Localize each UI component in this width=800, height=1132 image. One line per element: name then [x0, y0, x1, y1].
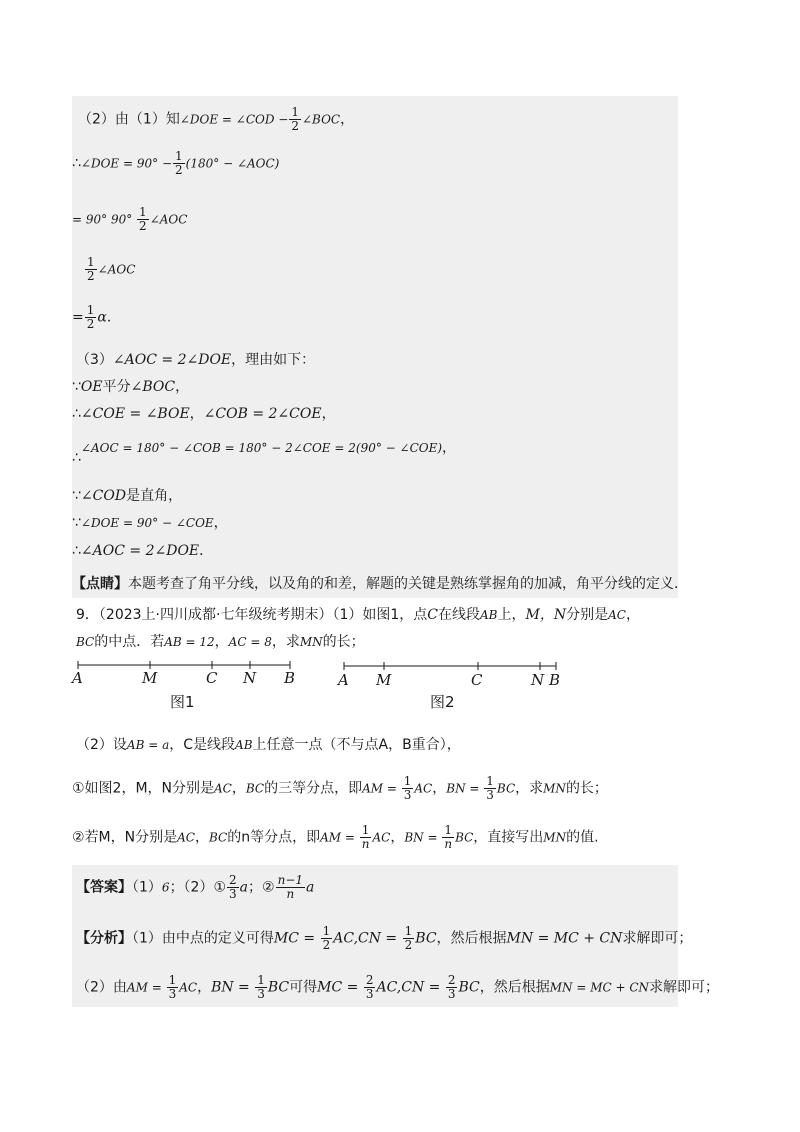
part2-line1: （2）由（1）知∠DOE = ∠COD − $\frac{1}{2}$ ∠BOC，: [78, 105, 355, 133]
comment-line: 【点睛】本题考查了角平分线，以及角的和差，解题的关键是熟练掌握角的加减，角平分线的定义．: [72, 576, 688, 592]
figure-1-segment: [78, 661, 290, 669]
q9-part2-line: （2）设AB = a，C是线段AB上任意一点（不与点A，B重合），: [76, 737, 461, 753]
answer-line: 【答案】（1）6；（2）① $\frac{2}{3}$ a；② $\frac{n-1}{n}$ a: [76, 873, 315, 901]
q9-line2: BC的中点．若AB = 12，AC = 8，求MN的长；: [76, 634, 365, 650]
fig2-label-m: M: [376, 671, 392, 689]
part2-line3: = 90° 90° $\frac{1}{2}$ ∠AOC: [72, 205, 188, 233]
fig1-caption: 图1: [170, 693, 195, 711]
part3-line1: （3）∠AOC = 2∠DOE，理由如下：: [76, 352, 316, 368]
part3-line2: ∵OE平分∠BOC，: [72, 379, 190, 395]
part3-line5: ∵∠COD是直角，: [72, 488, 183, 504]
part3-line4: ∴∠AOC = 180° − ∠COB = 180° − 2∠COE = 2(90° − ∠COE)，: [72, 440, 457, 466]
fig2-label-a: A: [338, 671, 349, 689]
analysis-line1: 【分析】（1）由中点的定义可得MC = $\frac{1}{2}$ AC,CN = $\frac{1}{2}$ BC，然后根据MN = MC + CN求解即可；: [76, 924, 693, 952]
part3-line6: ∵∠DOE = 90° − ∠COE，: [72, 515, 228, 531]
fig1-label-b: B: [284, 669, 296, 687]
part2-line5: = $\frac{1}{2}$ α．: [72, 303, 121, 331]
fig2-caption: 图2: [430, 693, 455, 711]
figure-2-segment: [344, 662, 556, 670]
q9-sub2-line: ②若M，N分别是AC，BC的n等分点，即AM = $\frac{1}{n}$ AC，BN = $\frac{1}{n}$ BC，直接写出MN的值.: [72, 823, 599, 851]
part2-line2: ∴∠DOE = 90° − $\frac{1}{2}$ (180° − ∠AOC): [72, 149, 280, 177]
fig1-label-m: M: [142, 669, 158, 687]
fig2-label-c: C: [471, 671, 483, 689]
part3-line3: ∴∠COE = ∠BOE，∠COB = 2∠COE，: [72, 406, 336, 422]
fig1-label-c: C: [206, 669, 218, 687]
q9-line1: 9．（2023上·四川成都·七年级统考期末）（1）如图1，点C在线段AB上，M，N分别是AC，: [76, 607, 640, 623]
fig1-label-a: A: [72, 669, 83, 687]
fig2-label-n: N: [531, 671, 545, 689]
fig2-label-b: B: [549, 671, 561, 689]
part3-line7: ∴∠AOC = 2∠DOE．: [72, 543, 214, 559]
part2-line4: $\frac{1}{2}$ ∠AOC: [87, 255, 136, 283]
q9-sub1-line: ①如图2，M，N分别是AC，BC的三等分点，即AM = $\frac{1}{3}$ AC，BN = $\frac{1}{3}$ BC，求MN的长；: [72, 774, 608, 802]
analysis-line2: （2）由AM = $\frac{1}{3}$ AC，BN = $\frac{1}{3}$ BC可得MC = $\frac{2}{3}$ AC,CN = $\frac{2}{3}$ BC，然后根据MN = MC + CN求解即可；: [76, 973, 720, 1001]
fig1-label-n: N: [243, 669, 257, 687]
